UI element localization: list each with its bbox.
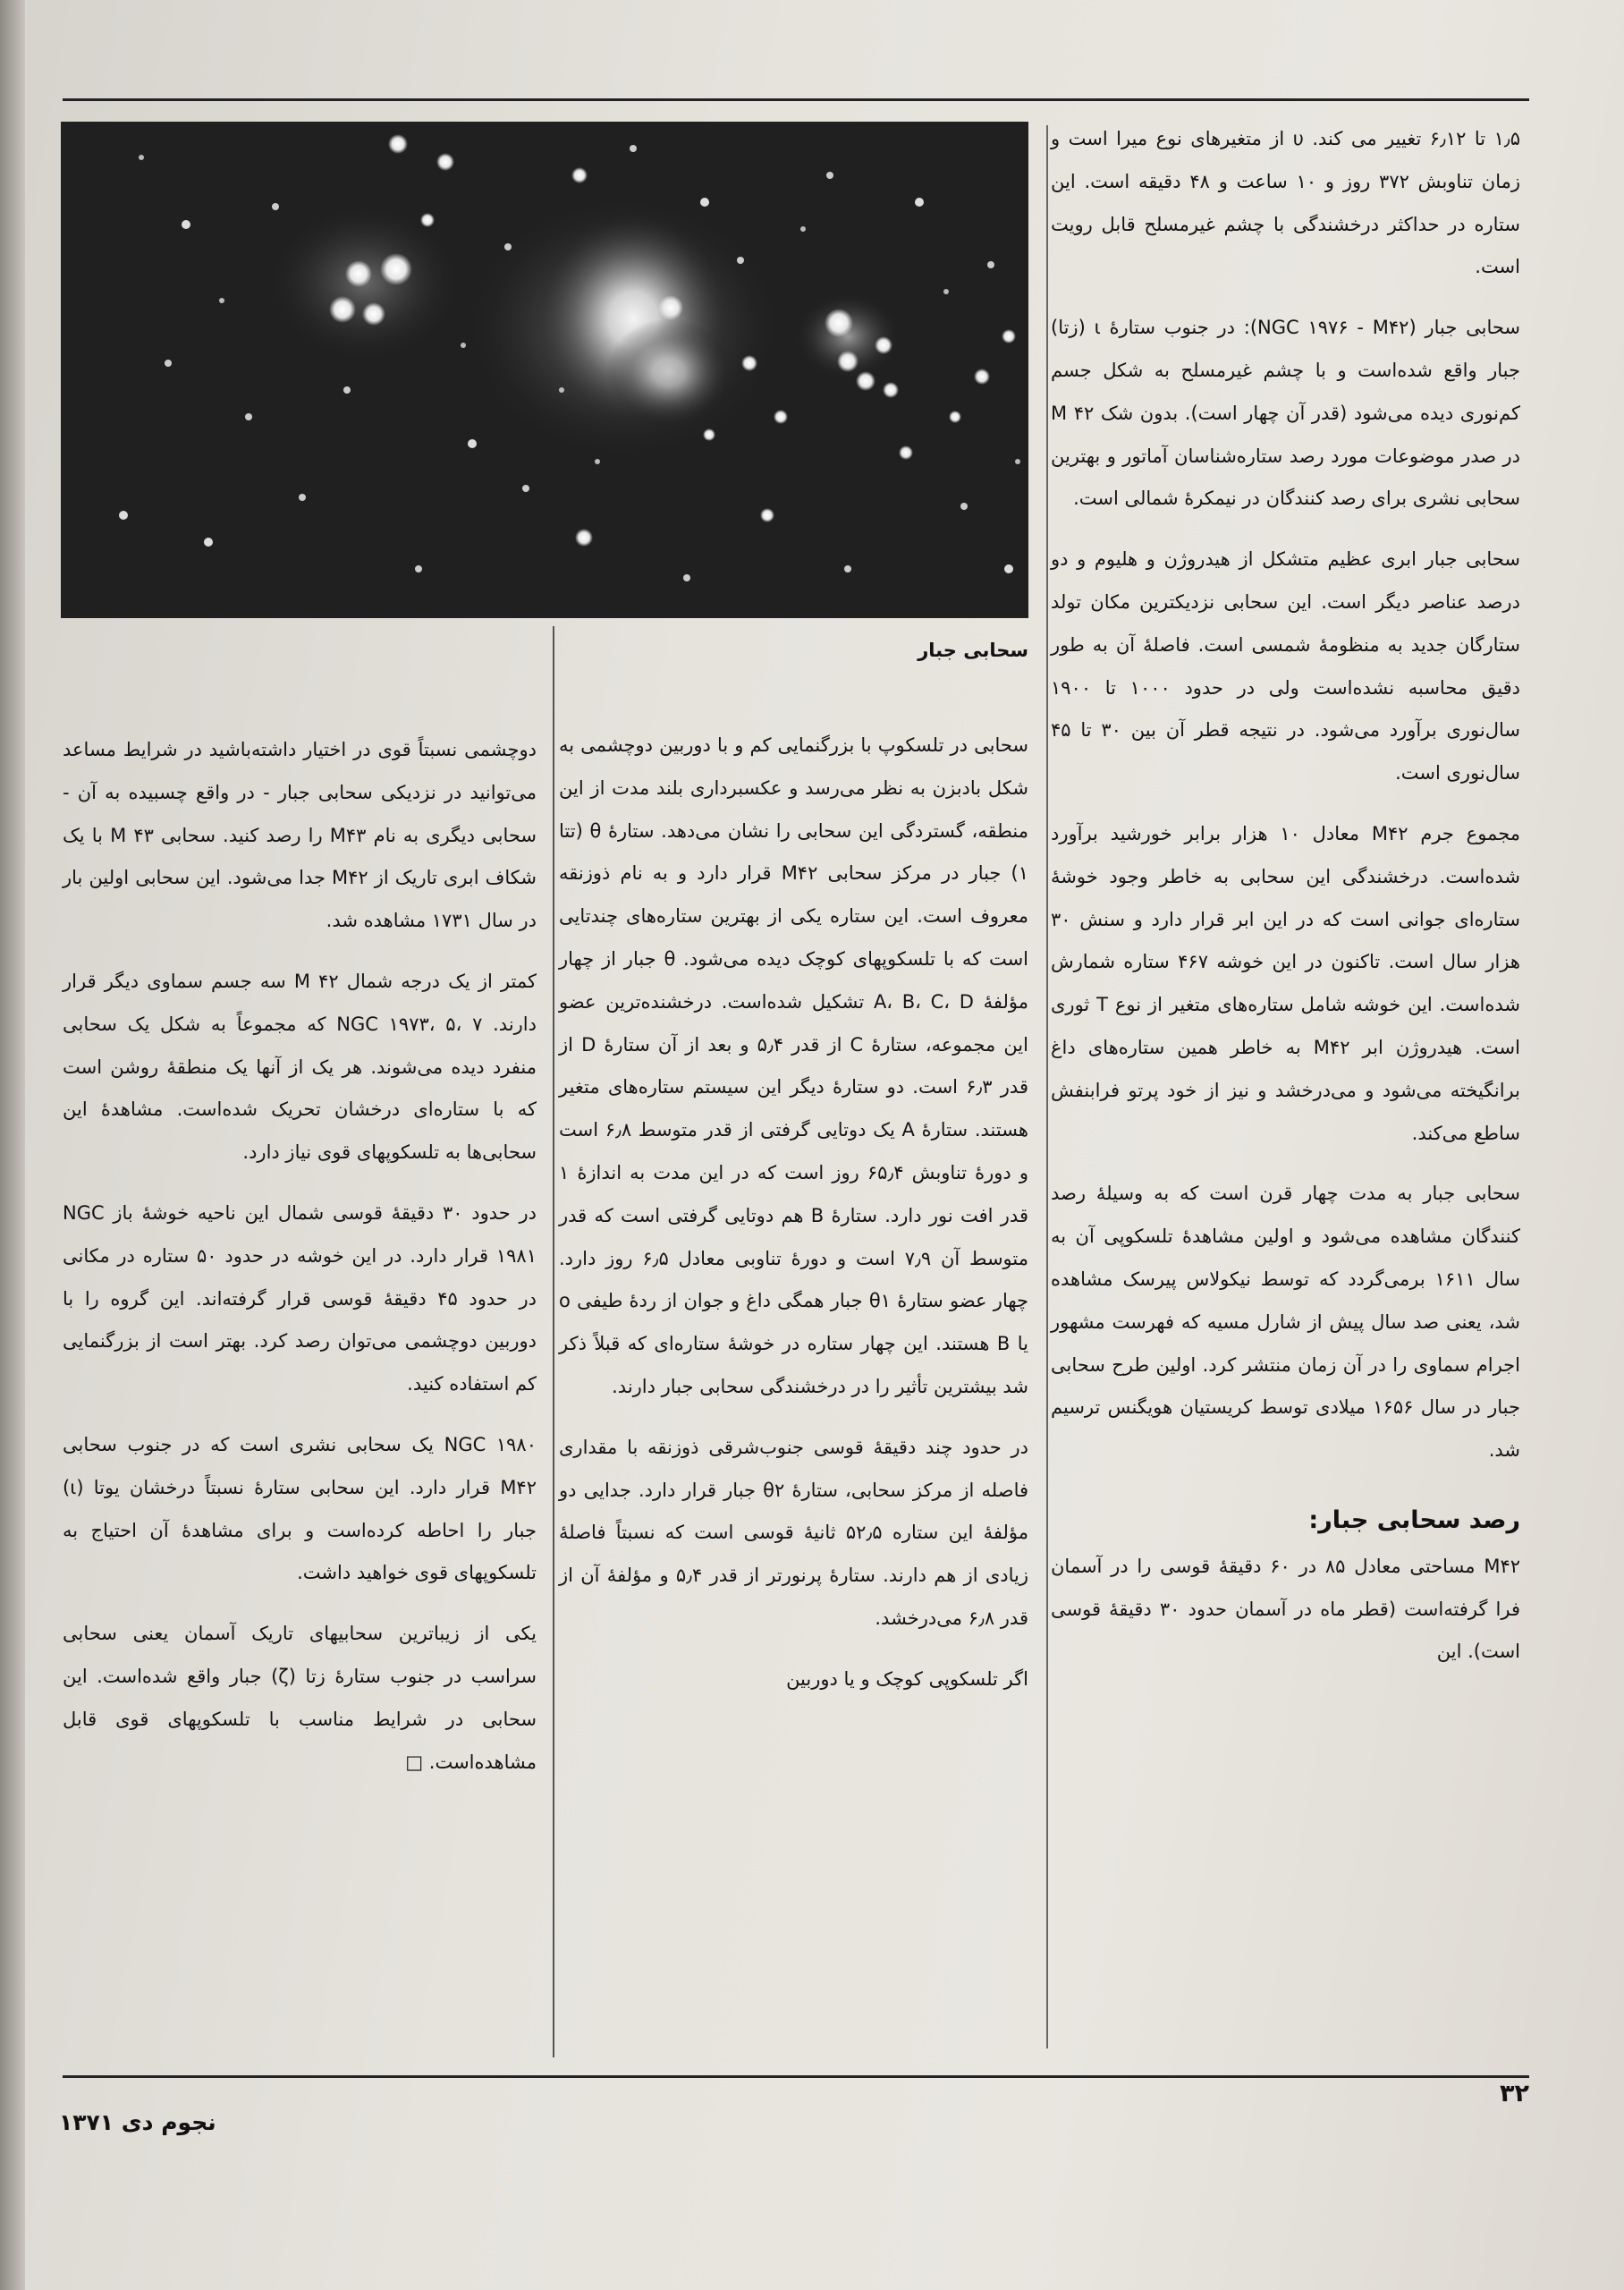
paragraph: سحابی در تلسکوپ با بزرگنمایی کم و با دوربین دوچشمی به شکل بادبزن به نظر می‌رسد و عکسبرداری بلند مدت از این منطقه، گستردگی این سحابی را نشان می‌دهد. ستارهٔ θ (تتا ۱) جبار در مرکز سحابی M۴۲ قرار دارد و به نام ذوزنقه معروف است. این ستاره یکی از بهترین ستاره‌های چندتایی است که با تلسکوپهای کوچک دیده می‌شود. θ جبار از چهار مؤلفهٔ A، B، C، D تشکیل شده‌است. درخشنده‌ترین عضو این مجموعه، ستارهٔ C از قدر ۵٫۴ و بعد از آن ستارهٔ D از قدر ۶٫۳ است. دو ستارهٔ دیگر این سیستم ستاره‌های متغیر هستند. ستارهٔ A یک دوتایی گرفتی از قدر متوسط ۶٫۸ است و دورهٔ تناوبش ۶۵٫۴ روز است که در این مدت به اندازهٔ ۱ قدر افت نور دارد. ستارهٔ B هم دوتایی گرفتی است که قدر متوسط آن ۷٫۹ است و دورهٔ تناوبی معادل ۶٫۵ روز دارد. چهار عضو ستارهٔ θ۱ جبار همگی داغ و جوان از ردهٔ طیفی o یا B هستند. این چهار ستاره در خوشهٔ ستاره‌ای که قبلاً ذکر شد بیشترین تأثیر را در درخشندگی سحابی جبار دارند. [559, 734, 1029, 1397]
column-divider-left [553, 626, 554, 2057]
paragraph: یکی از زیباترین سحابیهای تاریک آسمان یعنی سحابی سراسب در جنوب ستارهٔ زتا (ζ) جبار واقع شده‌است. این سحابی در شرایط مناسب با تلسکوپهای قوی قابل مشاهده‌است. □ [63, 1623, 537, 1773]
footer-rule [63, 2075, 1529, 2078]
page-number: ۳۲ [1500, 2080, 1529, 2108]
article-column-right [1051, 118, 1520, 1692]
paragraph: کمتر از یک درجه شمال M ۴۲ سه جسم سماوی دیگر قرار دارند. NGC ۱۹۷۳، ۵، ۷ که مجموعاً به شکل یک سحابی منفرد دیده می‌شوند. هر یک از آنها یک منطقهٔ روشن است که با ستاره‌ای درخشان تحریک شده‌است. مشاهدهٔ این سحابی‌ها به تلسکوپهای قوی نیاز دارد. [63, 970, 537, 1164]
paragraph: سحابی جبار ابری عظیم متشکل از هیدروژن و هلیوم و دو درصد عناصر دیگر است. این سحابی نزدیکترین مکان تولد ستارگان جدید به منظومهٔ شمسی است. فاصلهٔ آن به طور دقیق محاسبه نشده‌است ولی در حدود ۱۰۰۰ تا ۱۹۰۰ سال‌نوری برآورد می‌شود. در نتیجه قطر آن بین ۳۰ تا ۴۵ سال‌نوری است. [1051, 548, 1521, 785]
nebula-image [61, 122, 1028, 618]
paragraph: در حدود ۳۰ دقیقهٔ قوسی شمال این ناحیه خوشهٔ باز NGC ۱۹۸۱ قرار دارد. در این خوشه در حدود ۵۰ ستاره در مکانی در حدود ۴۵ دقیقهٔ قوسی قرار گرفته‌اند. این گروه را با دوربین دوچشمی می‌توان رصد کرد. بهتر است از بزرگنمایی کم استفاده کنید. [63, 1201, 537, 1395]
photo-caption: سحابی جبار [918, 640, 1028, 661]
paragraph: دوچشمی نسبتاً قوی در اختیار داشته‌باشید در شرایط مساعد می‌توانید در نزدیکی سحابی جبار - در واقع چسبیده به آن - سحابی دیگری به نام M۴۳ را رصد کنید. سحابی M ۴۳ با یک شکاف ابری تاریک از M۴۲ جدا می‌شود. این سحابی اولین بار در سال ۱۷۳۱ مشاهده شد. [63, 739, 537, 932]
page-spine-shadow [0, 0, 25, 2290]
paragraph: در حدود چند دقیقهٔ قوسی جنوب‌شرقی ذوزنقه با مقداری فاصله از مرکز سحابی، ستارهٔ θ۲ جبار قرار دارد. جدایی دو مؤلفهٔ این ستاره ۵۲٫۵ ثانیهٔ قوسی است که نسبتاً فاصلهٔ زیادی از هم دارند. ستارهٔ پرنورتر از قدر ۵٫۴ و مؤلفهٔ آن از قدر ۶٫۸ می‌درخشد. [559, 1436, 1029, 1629]
article-column-left [63, 729, 537, 1802]
column-divider-right [1046, 125, 1048, 2048]
paragraph: سحابی جبار (NGC ۱۹۷۶ - M۴۲): در جنوب ستارهٔ ι (زتا) جبار واقع شده‌است و با چشم غیرمسلح به شکل جسم کم‌نوری دیده می‌شود (قدر آن چهار است). بدون شک M ۴۲ در صدر موضوعات مورد رصد ستاره‌شناسان آماتور و بهترین سحابی نشری برای رصد کنندگان در نیمکرهٔ شمالی است. [1051, 317, 1520, 510]
paragraph: NGC ۱۹۸۰ یک سحابی نشری است که در جنوب سحابی M۴۲ قرار دارد. این سحابی ستارهٔ نسبتاً درخشان یوتا (ι) جبار را احاطه کرده‌است و برای مشاهدهٔ آن احتیاج به تلسکوپهای قوی خواهید داشت. [63, 1433, 537, 1584]
paragraph: مجموع جرم M۴۲ معادل ۱۰ هزار برابر خورشید برآورد شده‌است. درخشندگی این سحابی به خاطر وجود خوشهٔ ستاره‌ای جوانی است که در این ابر قرار دارد و سنش ۳۰ هزار سال است. تاکنون در این خوشه ۴۶۷ ستاره شمارش شده‌است. این خوشه شامل ستاره‌های متغیر از نوع T ثوری است. هیدروژن ابر M۴۲ به خاطر همین ستاره‌های داغ برانگیخته می‌شود و می‌درخشد و نیز از خود پرتو فرابنفش ساطع می‌کند. [1051, 822, 1520, 1144]
section-heading: رصد سحابی جبار: [1308, 1505, 1520, 1534]
orion-nebula-photo [61, 122, 1028, 618]
article-column-middle [559, 725, 1028, 1719]
paragraph: اگر تلسکوپی کوچک و یا دوربین [786, 1667, 1028, 1690]
paragraph: M۴۲ مساحتی معادل ۸۵ در ۶۰ دقیقهٔ قوسی را در آسمان فرا گرفته‌است (قطر ماه در آسمان حدود ۳۰ دقیقهٔ قوسی است). این [1051, 1555, 1521, 1663]
header-rule [63, 98, 1529, 101]
magazine-issue-title: نجوم دی ۱۳۷۱ [59, 2109, 216, 2135]
paragraph: ۱٫۵ تا ۶٫۱۲ تغییر می کند. υ از متغیرهای نوع میرا است و زمان تناوبش ۳۷۲ روز و ۱۰ ساعت و ۴۸ دقیقه است. این ستاره در حداکثر درخشندگی با چشم غیرمسلح قابل رویت است. [1051, 128, 1521, 278]
paragraph: سحابی جبار به مدت چهار قرن است که به وسیلهٔ رصد کنندگان مشاهده می‌شود و اولین مشاهدهٔ تلسکوپی آن به سال ۱۶۱۱ برمی‌گردد که توسط نیکولاس پیرسک مشاهده شد، یعنی صد سال پیش از شارل مسیه که فهرست مشهور اجرام سماوی را در آن زمان منتشر کرد. اولین طرح سحابی جبار در سال ۱۶۵۶ میلادی توسط کریستیان هویگنس ترسیم شد. [1051, 1183, 1520, 1462]
